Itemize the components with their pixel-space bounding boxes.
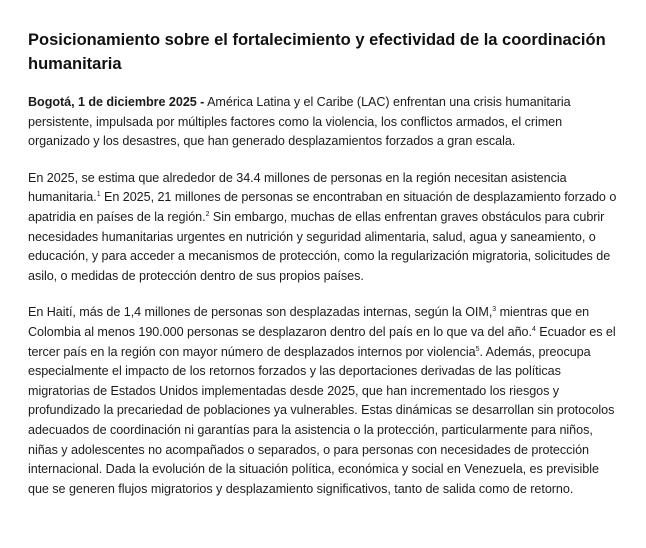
footnote-ref-5[interactable]: 5 — [475, 345, 480, 353]
footnote-ref-1[interactable]: 1 — [96, 191, 101, 199]
paragraph-intro-text: América Latina y el Caribe (LAC) enfrentan una crisis humanitaria persistente, impulsada por múltiples factores como la violencia, los conflictos armados, el crimen organizado y los desastres, que han generado desplazamientos forzados a gran escala. — [28, 95, 571, 149]
paragraph-countries-sentence-2: mientras que en Colombia al menos 190.000 personas se desplazaron dentro del país en lo que va del año. — [28, 305, 590, 339]
footnote-ref-4[interactable]: 4 — [531, 325, 536, 333]
paragraph-statistics-sentence-1: En 2025, se estima que alrededor de 34.4 millones de personas en la región necesitan asistencia humanitaria. — [28, 170, 567, 205]
paragraph-statistics-sentence-3: Sin embargo, muchas de ellas enfrentan graves obstáculos para cubrir necesidades humanitarias urgentes en nutrición y seguridad alimentaria, salud, agua y saneamiento, o educación, y para acceder a mecanismos de protección, como la regularización migratoria, solicitudes de asilo, o medidas de protección dentro de sus propios países. — [28, 209, 611, 283]
paragraph-countries-sentence-1: En Haití, más de 1,4 millones de personas son desplazadas internas, según la OIM, — [28, 305, 493, 320]
document-title: Posicionamiento sobre el fortalecimiento y efectividad de la coordinación humanitaria — [28, 31, 606, 73]
paragraph-statistics-sentence-2: En 2025, 21 millones de personas se encontraban en situación de desplazamiento forzado o apatridia en países de la región. — [28, 190, 617, 224]
footnote-ref-2[interactable]: 2 — [205, 210, 210, 218]
footnote-ref-3[interactable]: 3 — [492, 306, 497, 314]
paragraph-countries — [28, 303, 620, 499]
dateline: Bogotá, 1 de diciembre 2025 - — [28, 95, 205, 109]
paragraph-countries-sentence-4: . Además, preocupa especialmente el impacto de los retornos forzados y las deportaciones derivadas de las políticas migratorias de Estados Unidos implementadas desde 2025, que han incrementado los riesgos y profundizado la precariedad de poblaciones ya vulnerables. Estas dinámicas se desarrollan sin protocolos adecuados de coordinación ni garantías para la asistencia o la protección, particularmente para niños, niñas y adolescentes no acompañados o separados, o para personas con necesidades de protección internacional. Dada la evolución de la situación política, económica y social en Venezuela, es previsible que se generen flujos migratorios y desplazamiento significativos, tanto de salida como de retorno. — [28, 344, 615, 496]
document-page — [28, 28, 620, 516]
paragraph-countries-sentence-3: Ecuador es el tercer país en la región con mayor número de desplazados internos por violencia — [28, 324, 616, 359]
paragraph-statistics — [28, 169, 620, 287]
paragraph-intro — [28, 93, 620, 152]
